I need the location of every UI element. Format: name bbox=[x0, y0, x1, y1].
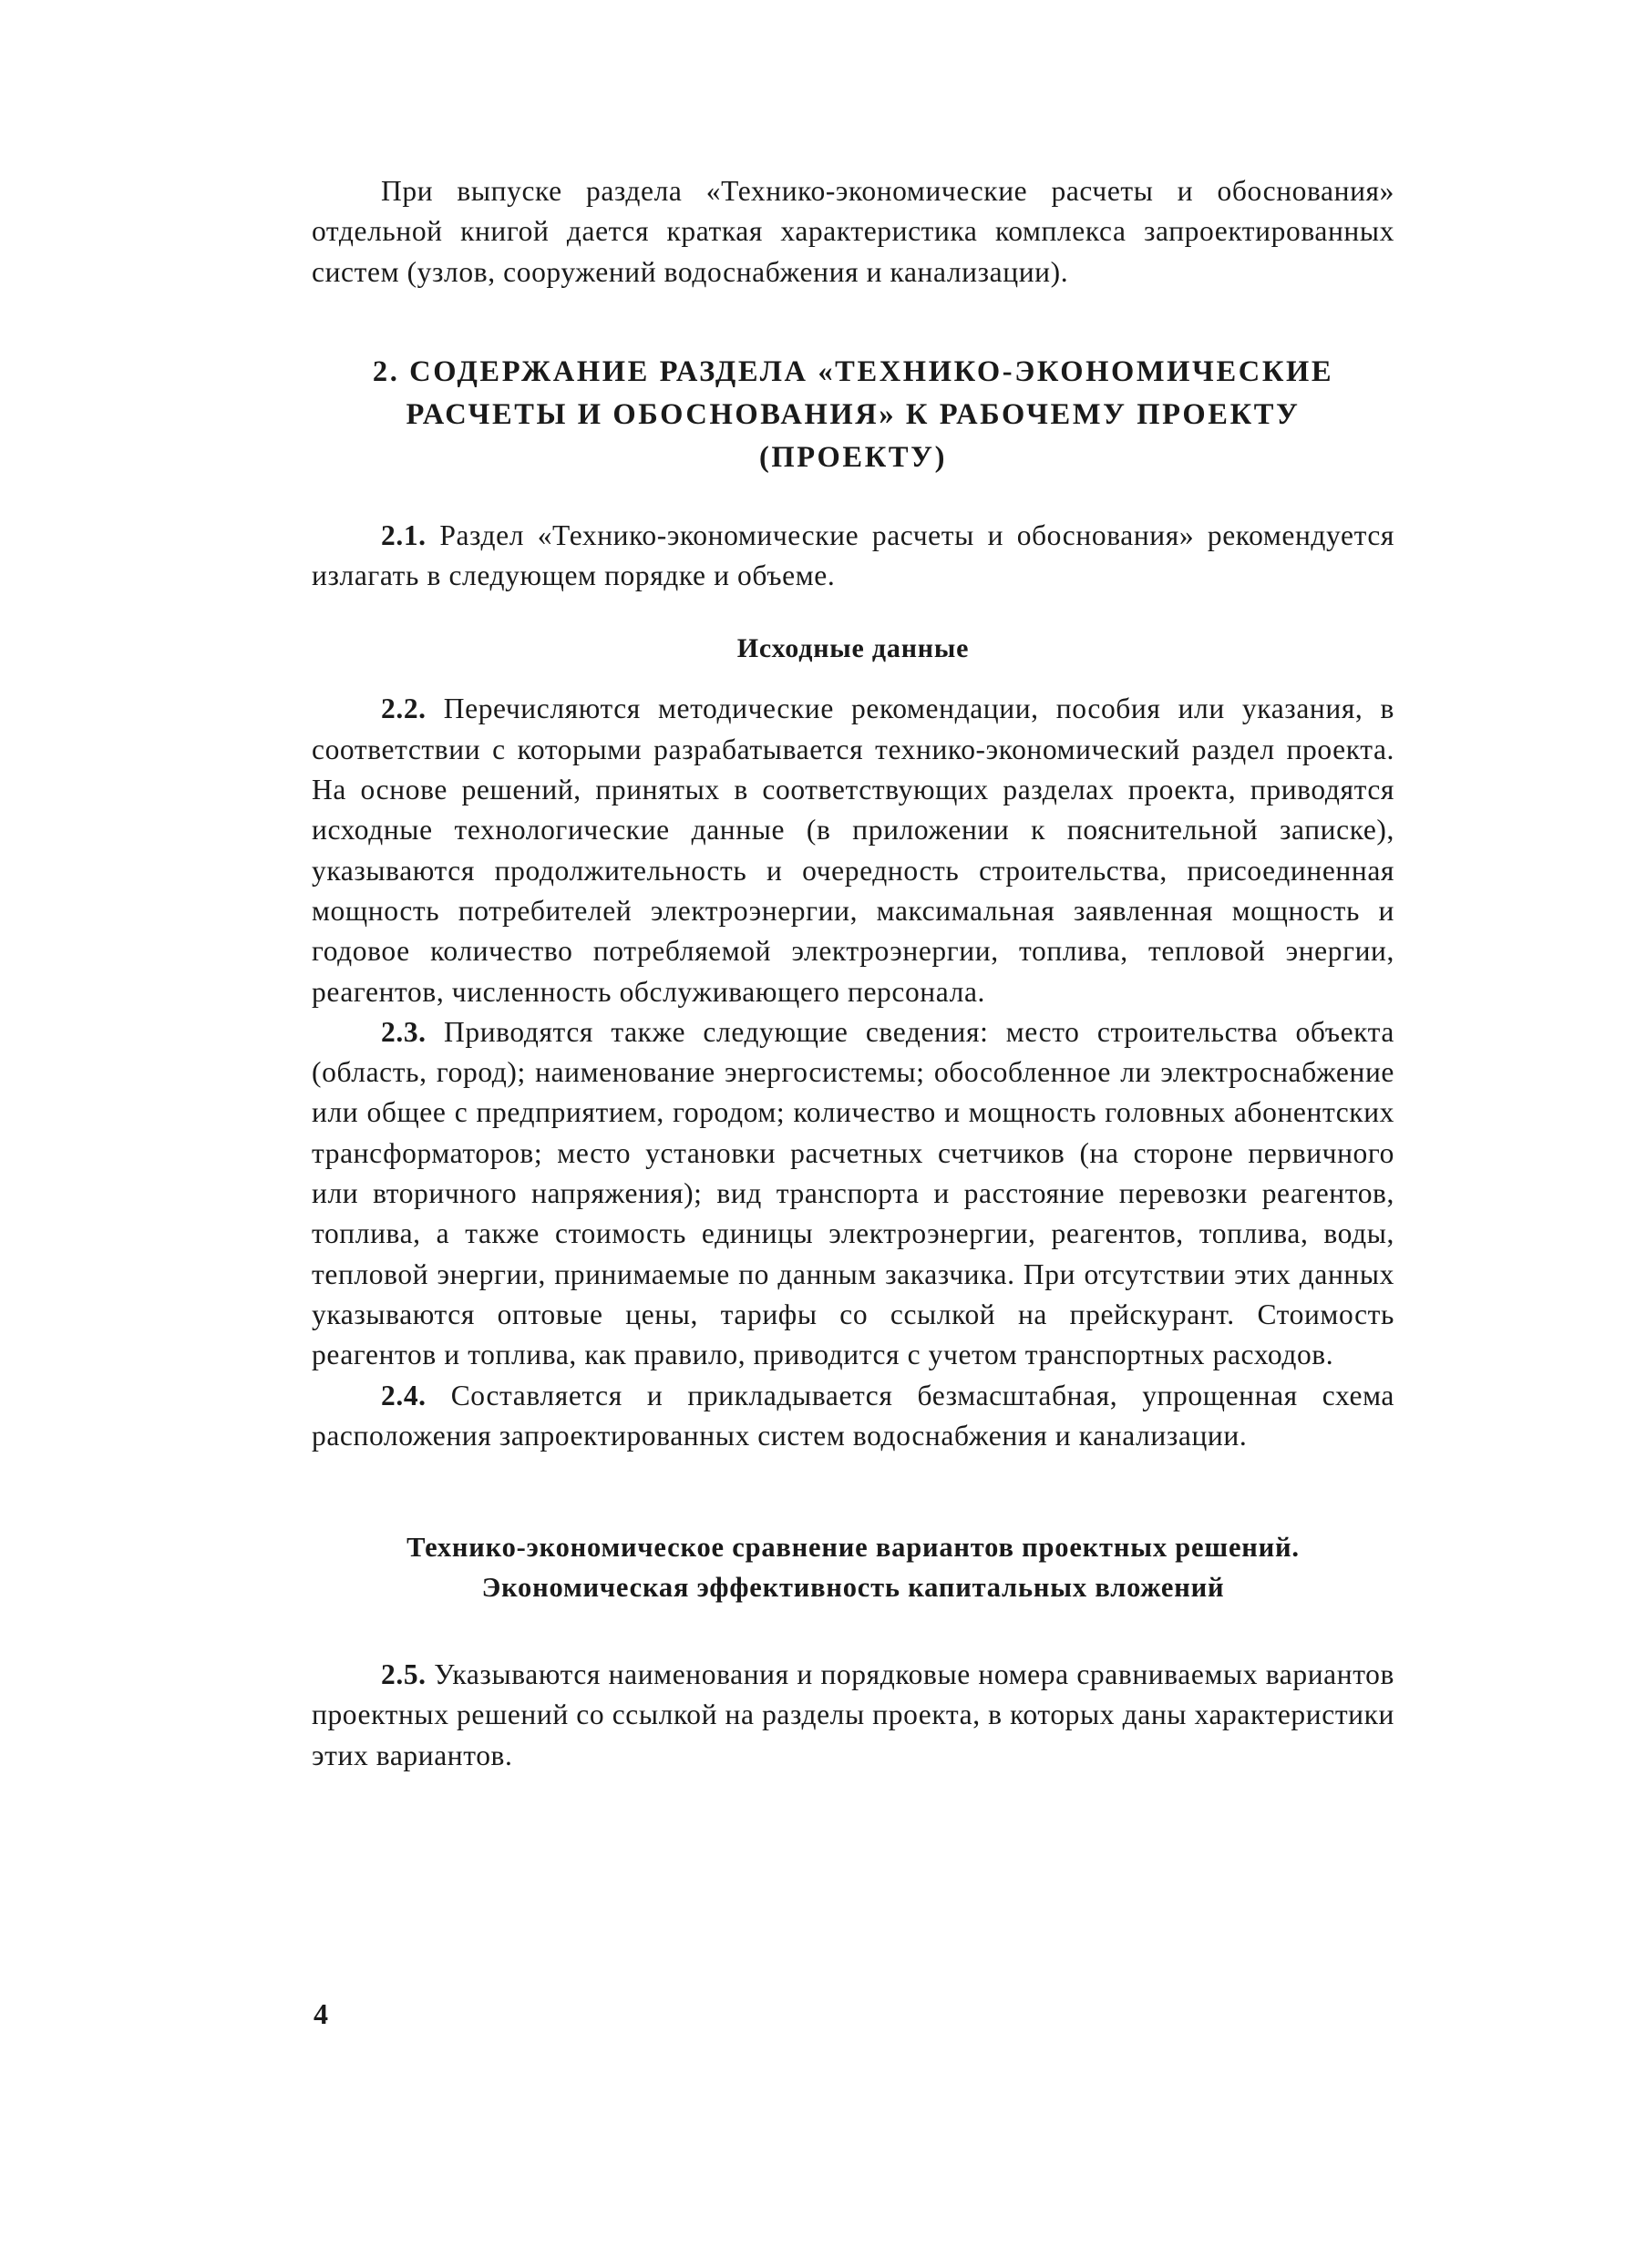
paragraph-2-3 bbox=[312, 1012, 1394, 1376]
paragraph-2-1 bbox=[312, 516, 1394, 597]
subheading-comparison-line-2: Экономическая эффективность капитальных вложений bbox=[481, 1572, 1225, 1604]
paragraph-2-5 bbox=[312, 1655, 1394, 1776]
subheading-comparison-line-1: Технико-экономическое сравнение вариантов проектных решений. bbox=[406, 1532, 1300, 1564]
paragraph-2-5-number: 2.5. bbox=[381, 1658, 427, 1691]
paragraph-2-4-number: 2.4. bbox=[381, 1379, 427, 1411]
intro-paragraph bbox=[312, 171, 1394, 292]
paragraph-2-5-text: Указываются наименования и порядковые номера сравниваемых вариантов проектных решений со ссылкой на разделы проекта, в которых даны характеристики этих вариантов. bbox=[312, 1658, 1394, 1771]
subheading-initial-data: Исходные данные bbox=[736, 633, 970, 664]
paragraph-2-3-text: Приводятся также следующие сведения: место строительства объекта (область, город); наименование энергосистемы; обособленное ли электроснабжение или общее с предприятием, городом; количество и мощность головных абонентских трансформаторов; место установки расчетных счетчиков (на стороне первичного или вторичного напряжения); вид транспорта и расстояние перевозки реагентов, топлива, а также стоимость единицы электроэнергии, реагентов, топлива, воды, тепловой энергии, принимаемые по данным заказчика. При отсутствии этих данных указываются оптовые цены, тарифы со ссылкой на прейскурант. Стоимость реагентов и топлива, как правило, приводится с учетом транспортных расходов. bbox=[312, 1015, 1394, 1371]
section-2-heading bbox=[312, 351, 1394, 479]
paragraph-2-3-number: 2.3. bbox=[381, 1015, 427, 1048]
paragraph-2-2-text: Перечисляются методические рекомендации, пособия или указания, в соответствии с которыми разрабатывается технико-экономический раздел проекта. На основе решений, принятых в соответствующих разделах проекта, приводятся исходные технологические данные (в приложении к пояснительной записке), указываются продолжительность и очередность строительства, присоединенная мощность потребителей электроэнергии, максимальная заявленная мощность и годовое количество потребляемой электроэнергии, топлива, тепловой энергии, реагентов, численность обслуживающего персонала. bbox=[312, 693, 1394, 1008]
paragraph-2-2-number: 2.2. bbox=[381, 693, 427, 725]
section-2-heading-line-1: 2. СОДЕРЖАНИЕ РАЗДЕЛА «ТЕХНИКО-ЭКОНОМИЧЕСКИЕ bbox=[372, 354, 1334, 388]
page-number: 4 bbox=[314, 1997, 328, 2030]
section-2-heading-line-2: РАСЧЕТЫ И ОБОСНОВАНИЯ» К РАБОЧЕМУ ПРОЕКТУ bbox=[406, 397, 1301, 431]
subheading-comparison bbox=[312, 1527, 1394, 1607]
paragraph-2-2 bbox=[312, 689, 1394, 1011]
paragraph-2-1-number: 2.1. bbox=[381, 518, 427, 551]
document-page bbox=[312, 171, 1394, 1776]
paragraph-2-4 bbox=[312, 1376, 1394, 1457]
paragraph-2-4-text: Составляется и прикладывается безмасштабная, упрощенная схема расположения запроектированных систем водоснабжения и канализации. bbox=[312, 1379, 1394, 1452]
intro-text: При выпуске раздела «Технико-экономические расчеты и обоснования» отдельной книгой дается краткая характеристика комплекса запроектированных систем (узлов, сооружений водоснабжения и канализации). bbox=[312, 175, 1394, 288]
paragraph-2-1-text: Раздел «Технико-экономические расчеты и обоснования» рекомендуется излагать в следующем порядке и объеме. bbox=[312, 518, 1394, 592]
section-2-heading-line-3: (ПРОЕКТУ) bbox=[758, 440, 948, 474]
